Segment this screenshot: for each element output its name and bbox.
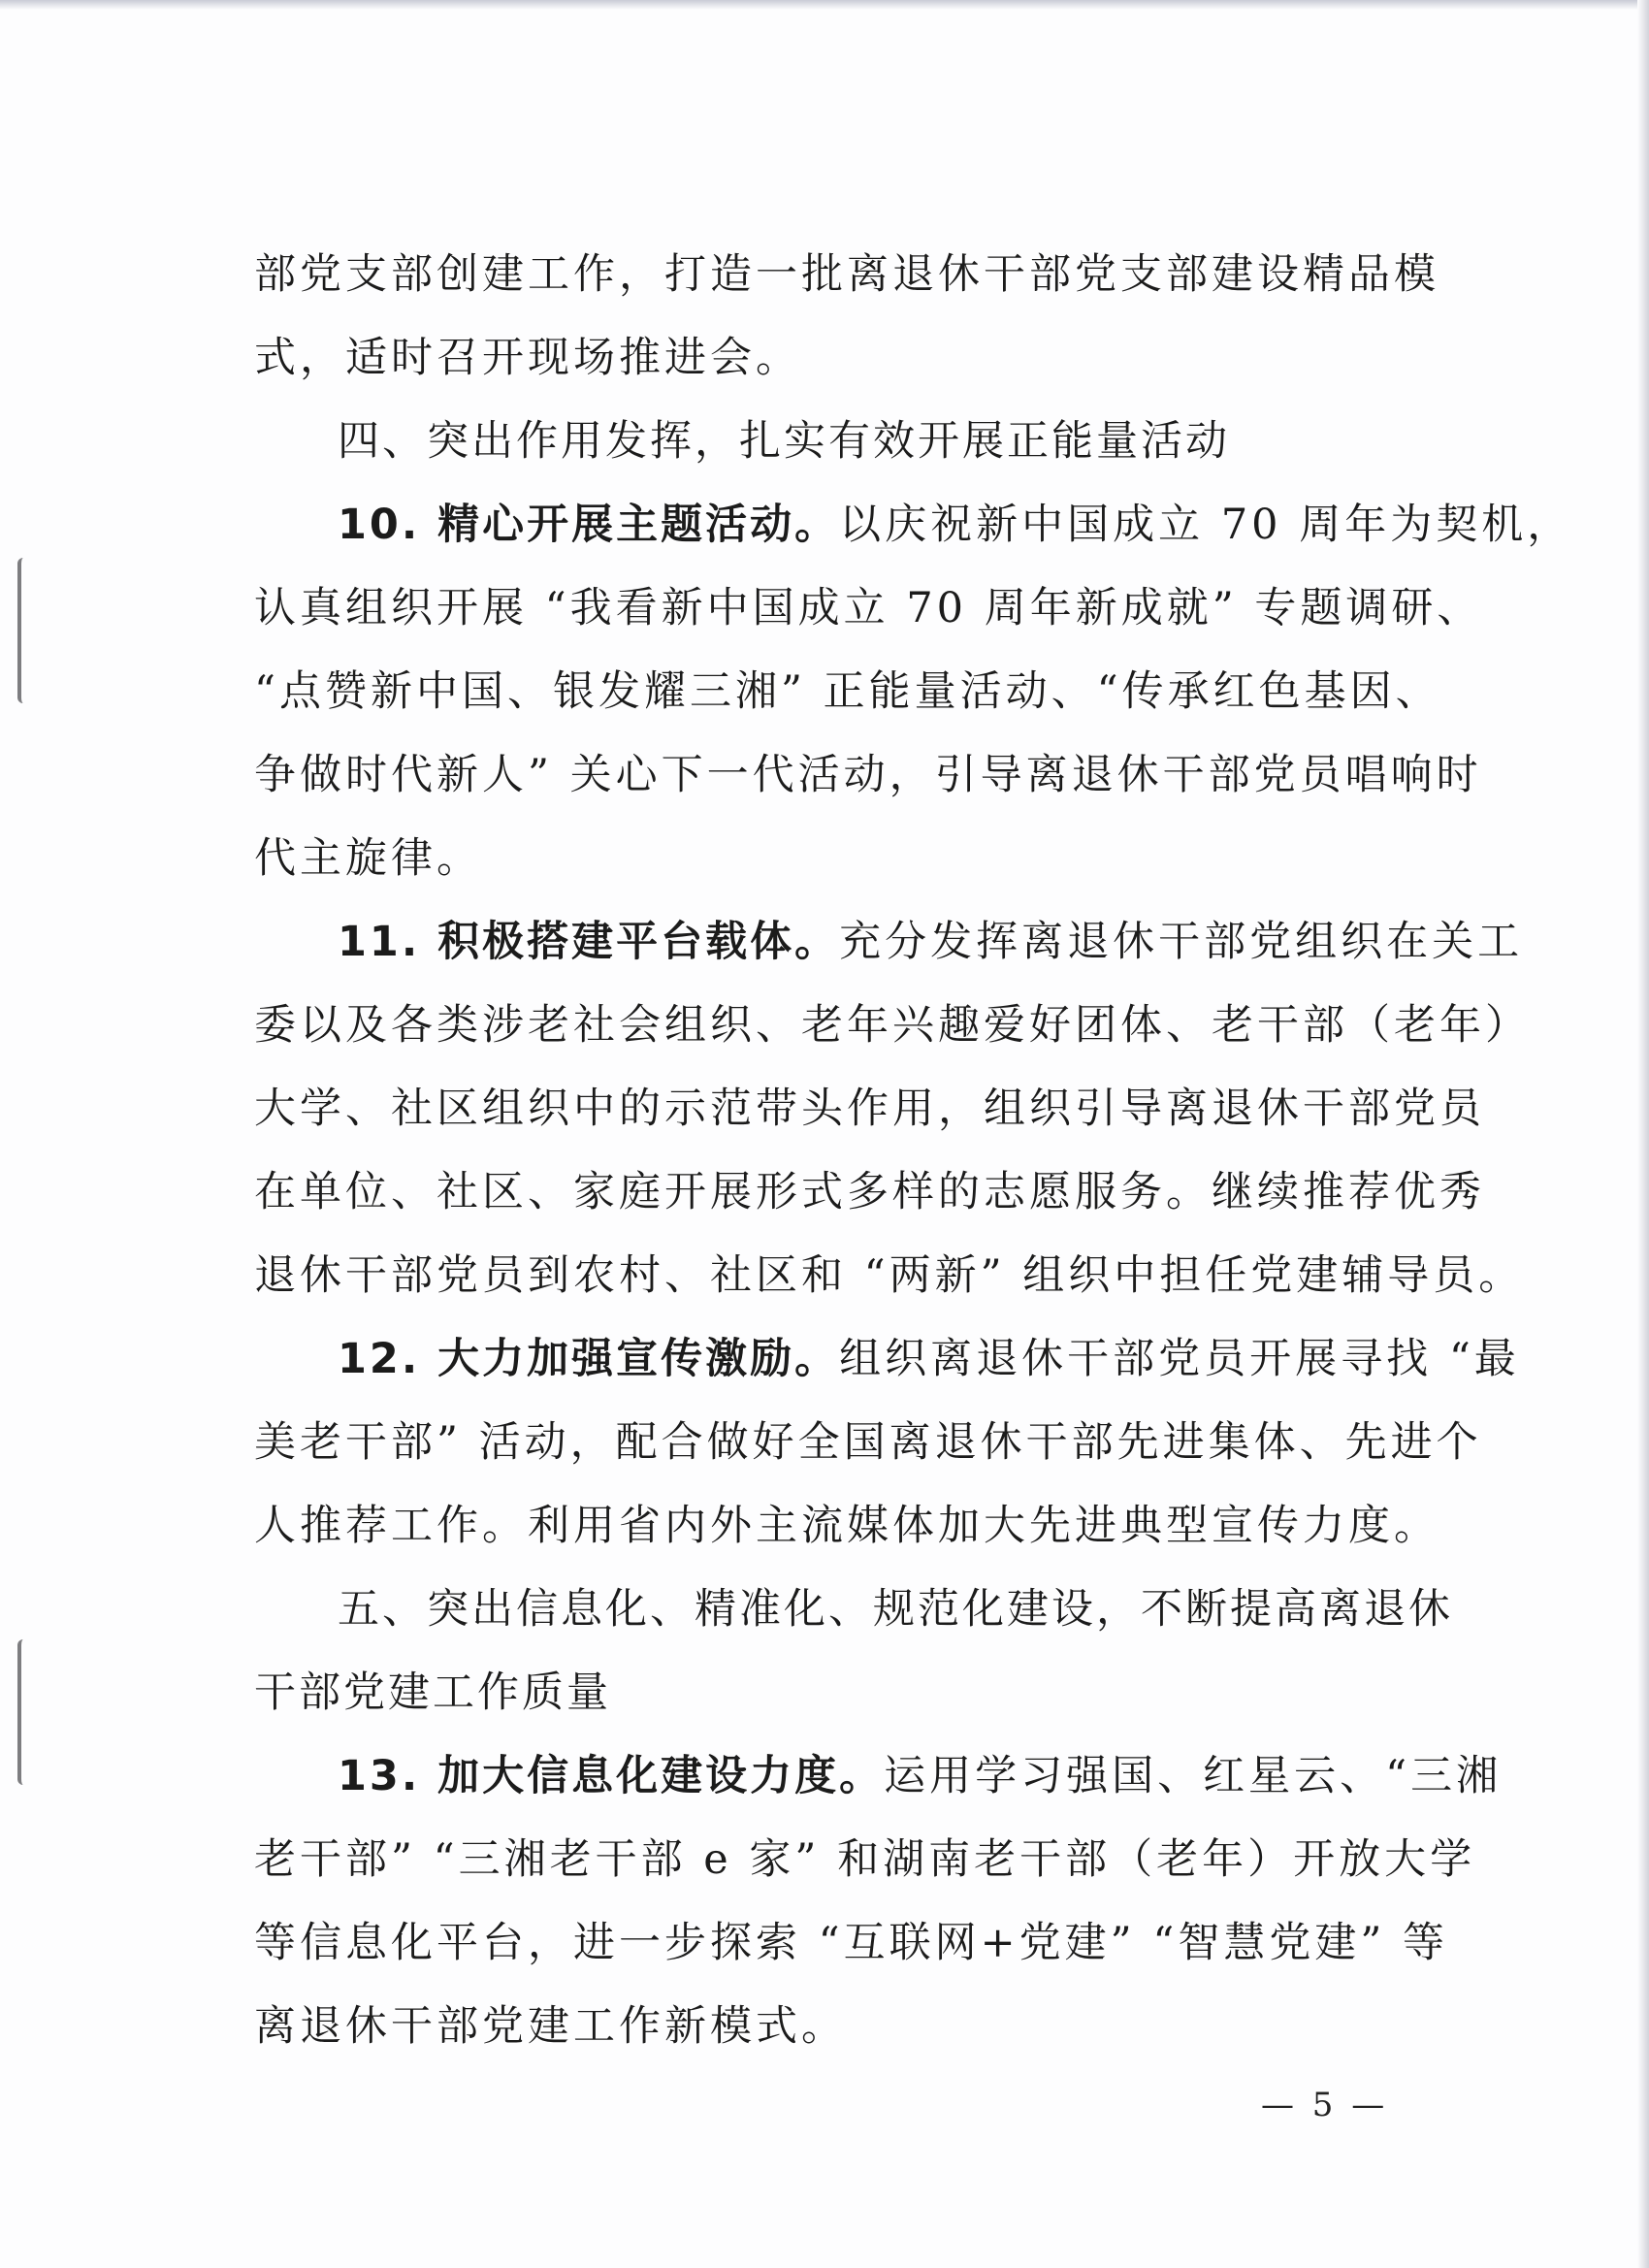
body-line: [254, 1401, 1482, 1484]
heading-text: 四、突出作用发挥，扎实有效开展正能量活动: [338, 417, 1230, 466]
item-title: 11. 积极搭建平台载体。: [338, 918, 840, 966]
section-heading-four: [254, 400, 1399, 483]
heading-text: 五、突出信息化、精准化、规范化建设，不断提高离退休: [338, 1585, 1453, 1634]
line-text: 认真组织开展 “我看新中国成立 70 周年新成就” 专题调研、: [254, 584, 1483, 632]
body-line: [254, 1150, 1485, 1234]
line-text: 部党支部创建工作，打造一批离退休干部党支部建设精品模: [254, 250, 1439, 299]
body-line: [254, 1901, 1448, 1985]
body-line: [254, 984, 1531, 1067]
line-text: 委以及各类涉老社会组织、老年兴趣爱好团体、老干部（老年）: [254, 1001, 1531, 1050]
body-line: [254, 233, 1439, 316]
line-text: 代主旋律。: [254, 834, 482, 883]
line-text: 组织离退休干部党员开展寻找 “最: [839, 1335, 1520, 1383]
document-body: [254, 233, 1573, 2068]
line-text: 美老干部” 活动，配合做好全国离退休干部先进集体、先进个: [254, 1418, 1482, 1467]
item-12-line: [254, 1317, 1520, 1401]
body-line: [254, 316, 1399, 400]
line-text: 以庆祝新中国成立 70 周年为契机，: [839, 501, 1573, 549]
item-title: 12. 大力加强宣传激励。: [338, 1335, 840, 1383]
line-text: 离退休干部党建工作新模式。: [254, 2002, 847, 2051]
body-line: [254, 1067, 1485, 1150]
section-heading-five-cont: [254, 1651, 1399, 1734]
body-line: [254, 1985, 1399, 2068]
body-line: [254, 817, 1399, 900]
line-text: 老干部” “三湘老干部 e 家” 和湖南老干部（老年）开放大学: [254, 1835, 1476, 1884]
line-text: “点赞新中国、银发耀三湘” 正能量活动、“传承红色基因、: [254, 667, 1441, 716]
body-line: [254, 1818, 1476, 1901]
heading-text: 干部党建工作质量: [254, 1669, 611, 1717]
line-text: 人推荐工作。利用省内外主流媒体加大先进典型宣传力度。: [254, 1502, 1439, 1550]
item-10-line: [254, 483, 1573, 567]
line-text: 等信息化平台，进一步探索 “互联网+党建” “智慧党建” 等: [254, 1919, 1448, 1967]
line-text: 争做时代新人” 关心下一代活动，引导离退休干部党员唱响时: [254, 751, 1482, 799]
line-text: 退休干部党员到农村、社区和 “两新” 组织中担任党建辅导员。: [254, 1251, 1525, 1300]
item-13-line: [254, 1734, 1503, 1818]
line-text: 运用学习强国、红星云、“三湘: [884, 1752, 1503, 1800]
item-title: 10. 精心开展主题活动。: [338, 501, 840, 549]
scan-top-edge: [0, 0, 1649, 10]
item-title: 13. 加大信息化建设力度。: [338, 1752, 885, 1800]
body-line: [254, 1484, 1439, 1568]
line-text: 大学、社区组织中的示范带头作用，组织引导离退休干部党员: [254, 1085, 1485, 1133]
line-text: 充分发挥离退休干部党组织在关工: [839, 918, 1524, 966]
body-line: [254, 567, 1483, 650]
scan-right-edge: [1637, 0, 1649, 2268]
staple-mark-bottom: [17, 1639, 31, 1785]
staple-mark-top: [17, 558, 31, 703]
line-text: 式，适时召开现场推进会。: [254, 334, 801, 382]
item-11-line: [254, 900, 1524, 984]
line-text: 在单位、社区、家庭开展形式多样的志愿服务。继续推荐优秀: [254, 1168, 1485, 1216]
page-number: — 5 —: [1261, 2086, 1389, 2124]
body-line: [254, 1234, 1525, 1317]
body-line: [254, 733, 1482, 817]
section-heading-five: [254, 1568, 1453, 1651]
body-line: [254, 650, 1441, 733]
